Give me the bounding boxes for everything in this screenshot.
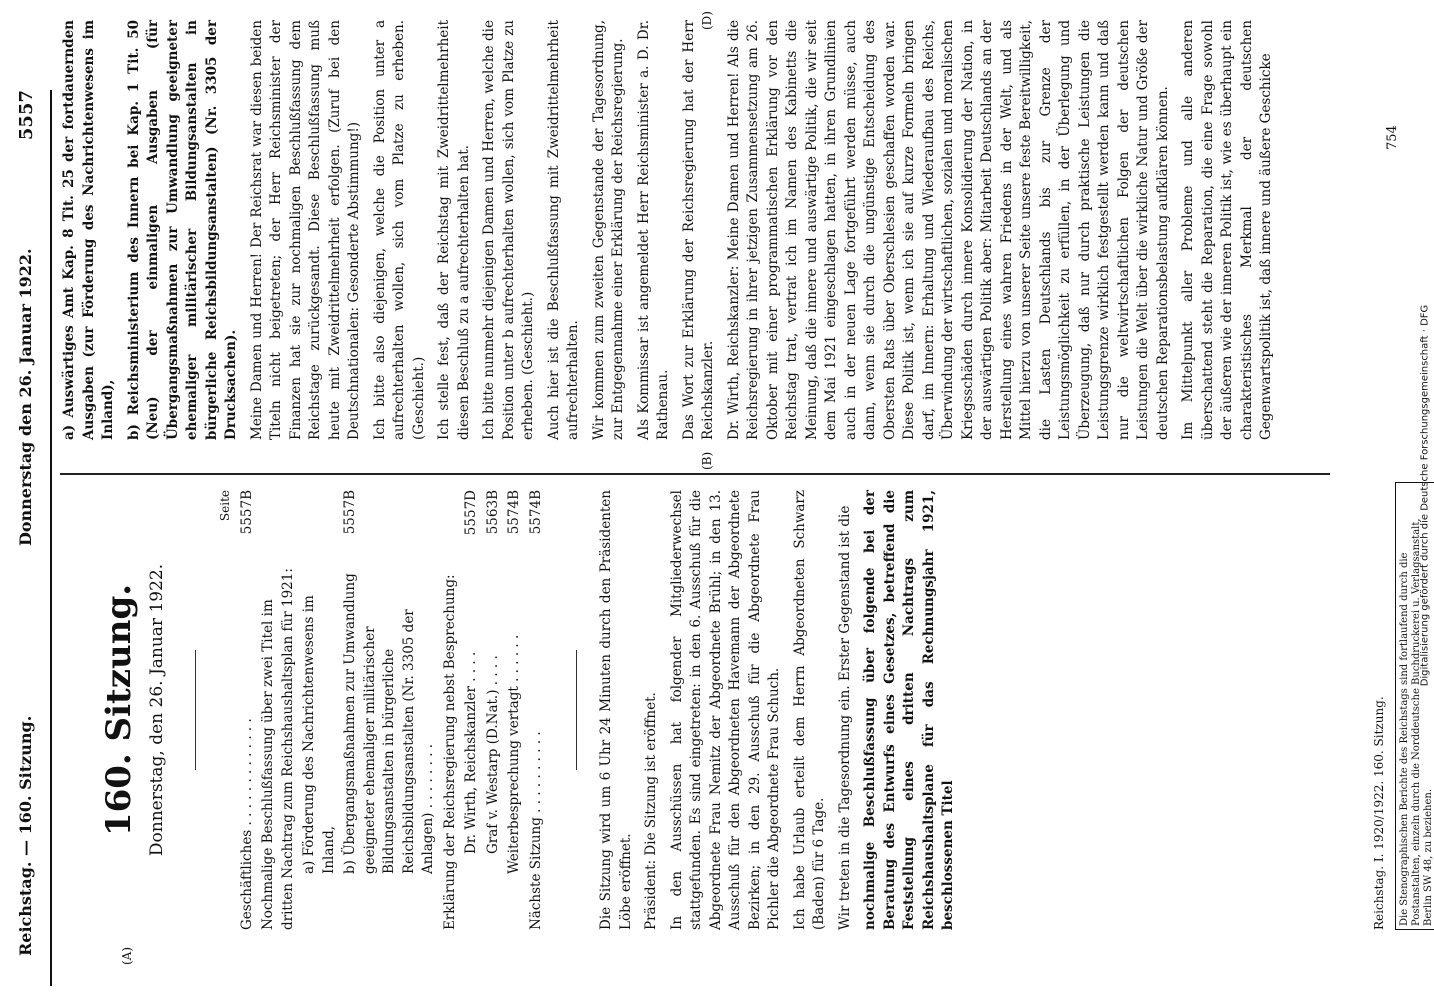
right-column: [60, 20, 1283, 440]
toc-entry-page: 5557D: [463, 490, 479, 536]
toc-entry-page: [259, 490, 298, 550]
footer-note: Die Stenographischen Berichte des Reichstags sind fortlaufend durch die Postanstalten, einzeln durch die Norddeutsche Buchdruckerei u. Verlagsanstalt, Berlin SW 48, zu beziehen.: [1395, 482, 1434, 930]
toc-entry: [441, 490, 461, 930]
margin-mark-d: (D): [700, 11, 714, 30]
paragraph: Ich bitte also diejenigen, welche die Position unter a aufrechterhalten wollen, sich vom Platze zu erheben. (Geschieht.): [371, 20, 427, 440]
column-divider: [60, 473, 1330, 475]
paragraph: Ich bitte nunmehr diejenigen Damen und Herren, welche die Position unter b aufrechterhalten wollen, sich vom Platze zu erheben. (Geschieht.): [481, 20, 536, 440]
toc-entry-text: Geschäftliches . . . . . . . . . . . . .: [238, 718, 255, 930]
toc-entry: [527, 490, 547, 930]
toc-entry-page: [441, 490, 461, 550]
toc-entry-text: Dr. Wirth, Reichskanzler . . . .: [463, 651, 479, 854]
margin-mark-b: (B): [700, 451, 714, 470]
table-of-contents: [238, 490, 547, 930]
toc-entry-text: Nächste Sitzung . . . . . . . . . .: [527, 731, 544, 930]
toc-entry-text: Weiterbesprechung vertagt . . . . . .: [506, 634, 522, 874]
header-left: Reichstag. — 160. Sitzung.: [16, 715, 35, 956]
left-body-text: [597, 490, 959, 930]
toc-entry-page: 5563B: [484, 490, 501, 535]
paragraph: Im Mittelpunkt aller Probleme und alle anderen überschattend steht die Reparation, die eine Frage sowohl der äußeren wie der inneren Politik ist, wie es überhaupt ein charakteristisches Merkmal der deutschen Gegenwartspolitik ist, daß innere und äußere Geschicke: [1180, 20, 1274, 440]
margin-mark-a: (A): [120, 946, 134, 965]
toc-entry: [484, 490, 504, 930]
paragraph: Das Wort zur Erklärung der Reichsregierung hat der Herr Reichskanzler.: [680, 20, 716, 440]
header-center: Donnerstag den 26. Januar 1922.: [16, 248, 35, 546]
toc-entry: [341, 490, 439, 930]
paragraph: Dr. Wirth, Reichskanzler: Meine Damen und Herren! Als die Reichsregierung in ihrer jetzigen Zusammensetzung am 26. Oktober mit einer programmatischen Erklärung vor den Reichstag trat, vertrat ich im Namen des Kabinetts die Meinung, daß die innere und auswärtige Politik, die wir seit dem Mai 1921 eingeschlagen hatten, in ihren Grundlinien auch in der neuen Lage fortgeführt werden müsse, auch dann, wenn sie durch die ungünstige Entscheidung des Obersten Rats über Oberschlesien geschaffen worden war. Diese Politik ist, wenn ich sie auf kurze Formeln bringen darf, im Innern: Erhaltung und Wiederaufbau des Reichs, Überwindung der wirtschaftlichen, sozialen und moralischen Kriegsschäden durch innere Konsolidierung der Nation, in der auswärtigen Politik aber: Mitarbeit Deutschlands an der Herstellung eines wahren Friedens in der Welt, und als Mittel hierzu von unserer Seite unsere feste Bereitwilligkeit, die Lasten Deutschlands bis zur Grenze der Leistungsmöglichkeit zu erfüllen, in der Überlegung und Überzeugung, daß nur durch praktische Leistungen die Leistungsgrenze wirklich festgestellt werden kann und daß nur die weltwirtschaftlichen Folgen der deutschen Leistungen die Welt über die wirkliche Natur und Größe der deutschen Reparationsbelastung aufklären können.: [725, 20, 1171, 440]
toc-page-label: Seite: [218, 490, 232, 522]
paragraph: b) Reichsministerium des Innern bei Kap. 1 Tit. 50 (Neu) der einmaligen Ausgaben (für Übergangsmaßnahmen zur Umwandlung geeigneter ehemaliger militärischer Bildungsanstalten in bürgerliche Reichsbildungsanstalten) (Nr. 3305 der Drucksachen).: [125, 20, 239, 440]
paragraph: Wir treten in die Tagesordnung ein. Erster Gegenstand ist die: [836, 505, 853, 930]
paragraph: Ich habe Urlaub erteilt dem Herrn Abgeordneten Schwarz (Baden) für 6 Tage.: [791, 490, 827, 930]
left-column: [60, 490, 965, 930]
paragraph: Die Sitzung wird um 6 Uhr 24 Minuten durch den Präsidenten Löbe eröffnet.: [598, 490, 634, 930]
title-rule: [195, 650, 196, 770]
paragraph: Auch hier ist die Beschlußfassung mit Zweidrittelmehrheit aufrechterhalten.: [545, 20, 581, 440]
side-credit-strip: [1415, 10, 1429, 990]
footer-reference: Reichstag. I. 1920/1922. 160. Sitzung.: [1372, 696, 1386, 930]
toc-entry: [505, 490, 525, 930]
toc-entry-page: 5557B: [238, 490, 255, 535]
toc-rule: [576, 650, 577, 770]
paragraph: a) Auswärtiges Amt Kap. 8 Tit. 25 der fortdauernden Ausgaben (zur Förderung des Nachrichtenwesens im Inland),: [61, 20, 116, 440]
toc-entry: [259, 490, 298, 930]
paragraph: In den Ausschüssen hat folgender Mitgliederwechsel stattgefunden. Es sind eingetreten: in den 6. Ausschuß für die Abgeordnete Frau Nemitz der Abgeordnete Brühl; in den 13. Ausschuß für den Abgeordneten Havemann der Abgeordnete Bezirken; in den 29. Ausschuß für die Abgeordnete Frau Pichler die Abgeordnete Frau Schuch.: [668, 490, 782, 930]
toc-entry-page: [300, 490, 339, 550]
paragraph: nochmalige Beschlußfassung über folgende bei der Beratung des Entwurfs eines Gesetzes, betreffend die Feststellung eines dritten Nachtrags zum Reichshaushaltsplane für das Rechnungsjahr 1921, beschlossenen Titel: [862, 490, 956, 930]
session-title: 160. Sitzung.: [99, 583, 139, 837]
toc-entry-text: Graf v. Westarp (D.Nat.) . . . .: [484, 655, 501, 854]
paragraph: Meine Damen und Herren! Der Reichsrat war diesen beiden Titeln nicht beigetreten; der Herr Reichsminister der Finanzen hat sie zur nochmaligen Beschlußfassung dem Reichstage zurückgesandt. Diese Beschlußfassung muß heute mit Zweidrittelmehrheit erfolgen. (Zuruf bei den Deutschnationalen: Gesonderte Abstimmung!): [248, 20, 362, 440]
paragraph: Als Kommissar ist angemeldet Herr Reichsminister a. D. Dr. Rathenau.: [635, 20, 671, 440]
paragraph: Ich stelle fest, daß der Reichstag mit Zweidrittelmehrheit diesen Beschluß zu a aufrechterhalten hat.: [436, 20, 472, 440]
toc-entry: [462, 490, 482, 930]
session-date: Donnerstag, den 26. Januar 1922.: [146, 563, 167, 857]
toc-entry-page: 5557B: [342, 490, 358, 535]
running-header: [10, 90, 52, 986]
toc-entry-text: Nochmalige Beschlußfassung über zwei Titel im dritten Nachtrag zum Reichshaushaltsplan für 1921:: [260, 568, 296, 930]
side-credit: Digitalisierung gefördert durch die Deutsche Forschungsgemeinschaft · DFG: [1419, 304, 1431, 687]
toc-entry: [238, 490, 258, 930]
right-body-text: [60, 20, 1277, 440]
toc-entry-page: 5574B: [527, 490, 544, 535]
header-page-number: 5557: [16, 90, 37, 141]
bottom-page-number: 754: [1385, 125, 1400, 150]
toc-entry-text: a) Förderung des Nachrichtenwesens im Inland,: [301, 595, 337, 874]
paragraph: Wir kommen zum zweiten Gegenstande der Tagesordnung, zur Entgegennahme einer Erklärung der Reichsregierung.: [590, 20, 626, 440]
toc-entry-page: 5574B: [506, 490, 522, 535]
toc-entry-text: Erklärung der Reichsregierung nebst Besprechung:: [441, 574, 458, 930]
toc-entry: [300, 490, 339, 930]
paragraph: Präsident: Die Sitzung ist eröffnet.: [643, 692, 659, 930]
toc-entry-text: b) Übergangsmaßnahmen zur Umwandlung geeigneter ehemaliger militärischer Bildungsanstalten in bürgerliche Reichsbildungsanstalten (Nr. 3305 der Anlagen) . . . . . . . .: [342, 573, 436, 874]
